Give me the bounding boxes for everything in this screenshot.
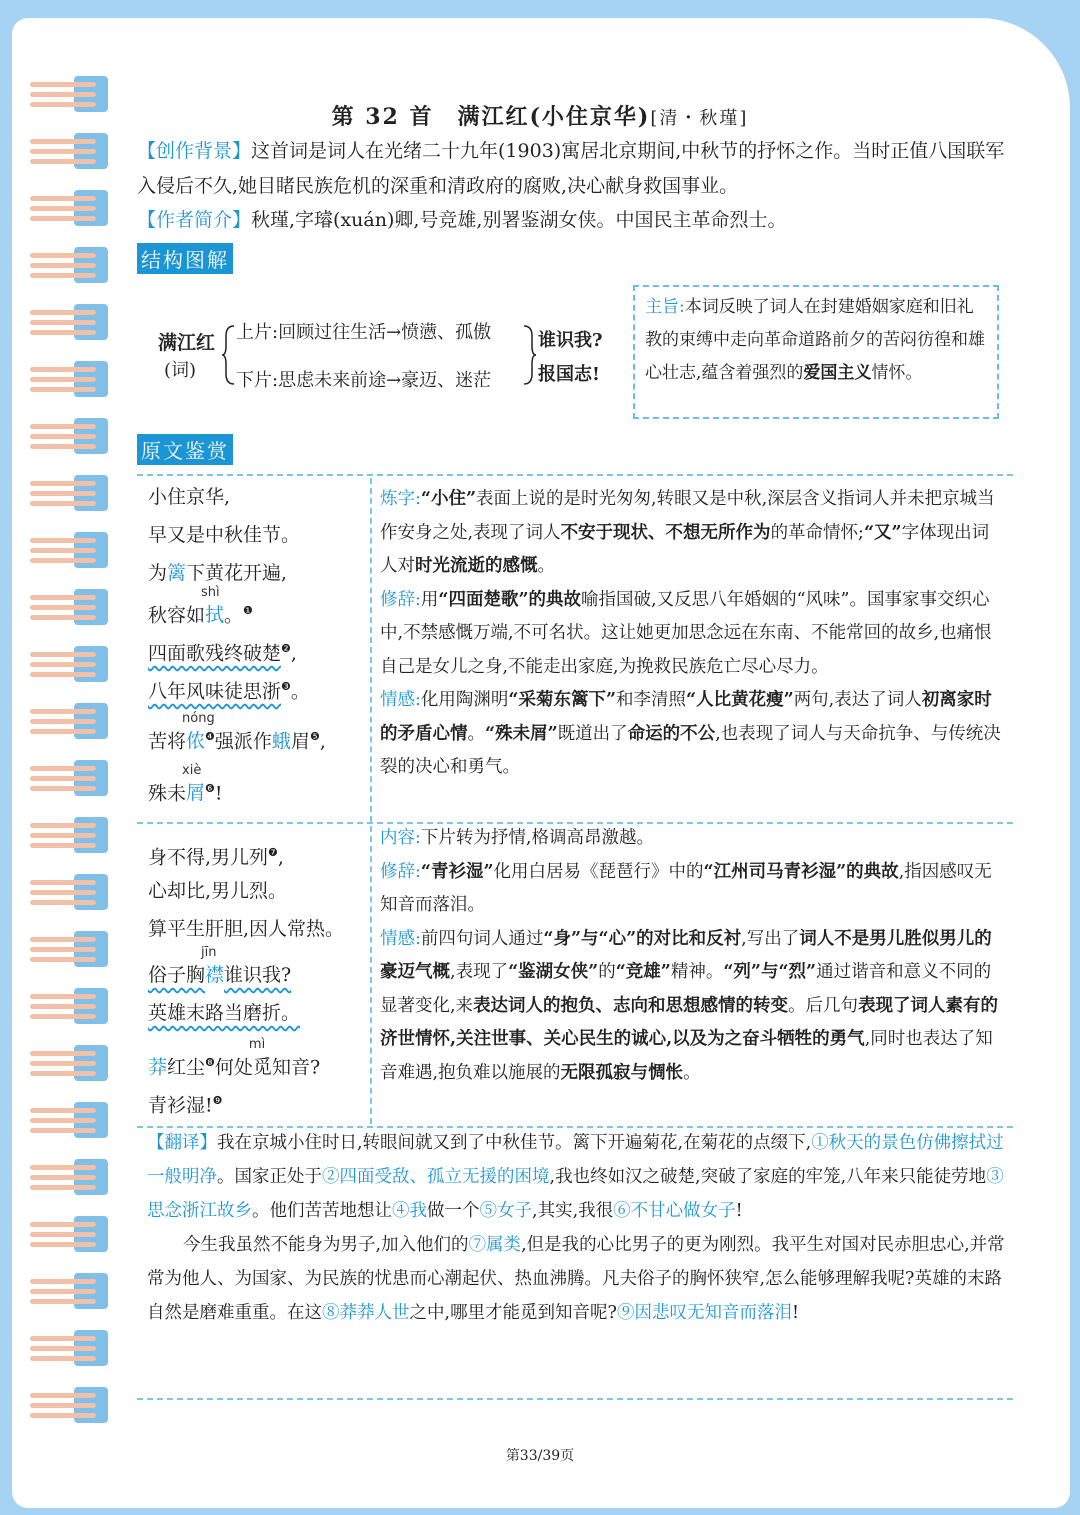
spiral-ring — [30, 699, 108, 743]
creation-background: 【创作背景】这首词是词人在光绪二十九年(1903)寓居北京期间,中秋节的抒怀之作。当时正值八国联军入侵后不久,她目睹民族危机的深重和清政府的腐败,决心献身救国事业。 — [137, 140, 1005, 197]
spiral-ring — [30, 471, 108, 515]
spiral-ring — [30, 927, 108, 971]
poem-lower — [148, 834, 344, 1120]
poem-line: 身不得,男儿列$^❼$, — [148, 846, 284, 869]
notes-lower: 内容:下片转为抒情,格调高昂激越。 修辞:“青衫湿”化用白居易《琵琶行》中的“江州司马青衫湿”的典故,指因感叹无知音而落泪。 情感:前四句词人通过“身”与“心”的对比和反衬,写出了词人不是男儿胜似男儿的豪迈气概,表现了“鉴湖女侠”的“竞雄”精神。“列”与“烈”通过谐音和意义不同的显著变化,来表达词人的抱负、志向和思想感情的转变。后几句表现了词人素有的济世情怀,关注世事、关心民生的诚心,以及为之奋斗牺牲的勇气,同时也表达了知音难遇,抱负难以施展的无限孤寂与惆怅。 — [380, 828, 999, 1083]
spiral-ring — [30, 1212, 108, 1256]
spiral-ring — [30, 984, 108, 1028]
poem-line: 青衫湿!$^❾$ — [148, 1094, 223, 1117]
divider — [370, 826, 372, 1124]
spiral-ring — [30, 243, 108, 287]
poem-line: 算平生肝胆,因人常热。 — [148, 918, 345, 940]
spiral-ring — [30, 300, 108, 344]
poem-line: 小住京华, — [148, 486, 231, 508]
poem-line: 八年风味徒思浙$^❸$。 — [148, 680, 310, 703]
spiral-ring — [30, 642, 108, 686]
spiral-ring — [30, 1098, 108, 1142]
spiral-ring — [30, 1269, 108, 1313]
poem-line: 殊未 xiè 屑$^❻$! — [148, 763, 223, 805]
structure-q2: 报国志! — [538, 364, 600, 385]
structure-name: 满江红 — [158, 332, 216, 354]
structure-type: (词) — [164, 360, 197, 381]
spiral-ring — [30, 357, 108, 401]
author-name: [清・秋瑾] — [650, 108, 749, 129]
spiral-ring — [30, 1155, 108, 1199]
spiral-ring — [30, 129, 108, 173]
poem-line: 秋容如 shì 拭。$^❶$ — [148, 585, 253, 627]
poem-line: 苦将 nóng 侬$^❹$强派作蛾眉$^❺$, — [148, 711, 326, 753]
theme-box: 主旨:本词反映了词人在封建婚姻家庭和旧礼教的束缚中走向革命道路前夕的苦闷彷徨和雄心壮志,蕴含着强烈的爱国主义情怀。 — [633, 285, 999, 419]
spiral-ring — [30, 528, 108, 572]
page-number: 第33/39页 — [505, 1448, 575, 1464]
author-intro: 【作者简介】秋瑾,字璿(xuán)卿,号竞雄,别署鉴湖女侠。中国民主革命烈士。 — [137, 209, 787, 231]
section-original-heading: 原文鉴赏 — [137, 434, 233, 465]
poem-line: 英雄末路当磨折。 — [148, 1002, 301, 1024]
spiral-ring — [30, 1041, 108, 1085]
spiral-ring — [30, 813, 108, 857]
spiral-ring — [30, 756, 108, 800]
spiral-ring — [30, 414, 108, 458]
translation: 【翻译】我在京城小住时日,转眼间就又到了中秋佳节。篱下开遍菊花,在菊花的点缀下,①秋天的景色仿佛擦拭过一般明净。国家正处于②四面受敌、孤立无援的困境,我也终如汉之破楚,突破了家庭的牢笼,八年来只能徒劳地③思念浙江故乡。他们苦苦地想让④我做一个⑤女子,其实,我很⑥不甘心做女子! 今生我虽然不能身为男子,加入他们的⑦属类,但是我的心比男子的更为刚烈。我平生对国对民赤胆忠心,并常常为他人、为国家、为民族的忧患而心潮起伏、热血沸腾。凡夫俗子的胸怀狭窄,怎么能够理解我呢?英雄的末路自然是磨难重重。在这⑧莽莽人世之中,哪里才能觅到知音呢?⑨因悲叹无知音而落泪! — [147, 1133, 1005, 1323]
poem-line: 心却比,男儿烈。 — [148, 880, 288, 902]
poem-line: 俗子胸 jīn 襟谁识我? — [148, 945, 292, 986]
divider — [137, 1398, 1013, 1400]
spiral-ring — [30, 870, 108, 914]
spiral-ring — [30, 186, 108, 230]
poem-line: 为篱下黄花开遍, — [148, 562, 288, 584]
spiral-ring — [30, 1383, 108, 1427]
structure-q1: 谁识我? — [538, 330, 603, 351]
notes-upper: 炼字:“小住”表面上说的是时光匆匆,转眼又是中秋,深层含义指词人并未把京城当作安身之处,表现了词人不安于现状、不想无所作为的革命情怀;“又”字体现出词人对时光流逝的感慨。 修辞:用“四面楚歌”的典故喻指国破,又反思八年婚姻的“风味”。国事家事交织心中,不禁感慨万端,不可名状。这让她更加思念远在东南、不能常回的故乡,也痛恨自己是女儿之身,不能走出家庭,为挽救民族危亡尽心尽力。 情感:化用陶渊明“采菊东篱下”和李清照“人比黄花瘦”两句,表达了词人初离家时的矛盾心情。“殊未屑”既道出了命运的不公,也表现了词人与天命抗争、与传统决裂的决心和勇气。 — [380, 489, 1001, 777]
poem-upper — [148, 478, 326, 808]
divider — [370, 478, 372, 822]
poem-line: 早又是中秋佳节。 — [148, 524, 301, 546]
page-title: 第 32 首 满江红(小住京华)[清・秋瑾] — [331, 104, 749, 130]
divider — [137, 474, 1013, 476]
structure-upper: 上片:回顾过往生活→愤懑、孤傲 — [236, 322, 492, 343]
spiral-ring — [30, 585, 108, 629]
section-structure-heading: 结构图解 — [137, 243, 233, 274]
poem-line: 四面歌残终破楚$^❷$, — [148, 642, 297, 665]
structure-lower: 下片:思虑未来前途→豪迈、迷茫 — [236, 370, 492, 391]
poem-line: 莽红尘$^❽$何处 mì 觅知音? — [148, 1037, 321, 1079]
spiral-ring — [30, 1326, 108, 1370]
